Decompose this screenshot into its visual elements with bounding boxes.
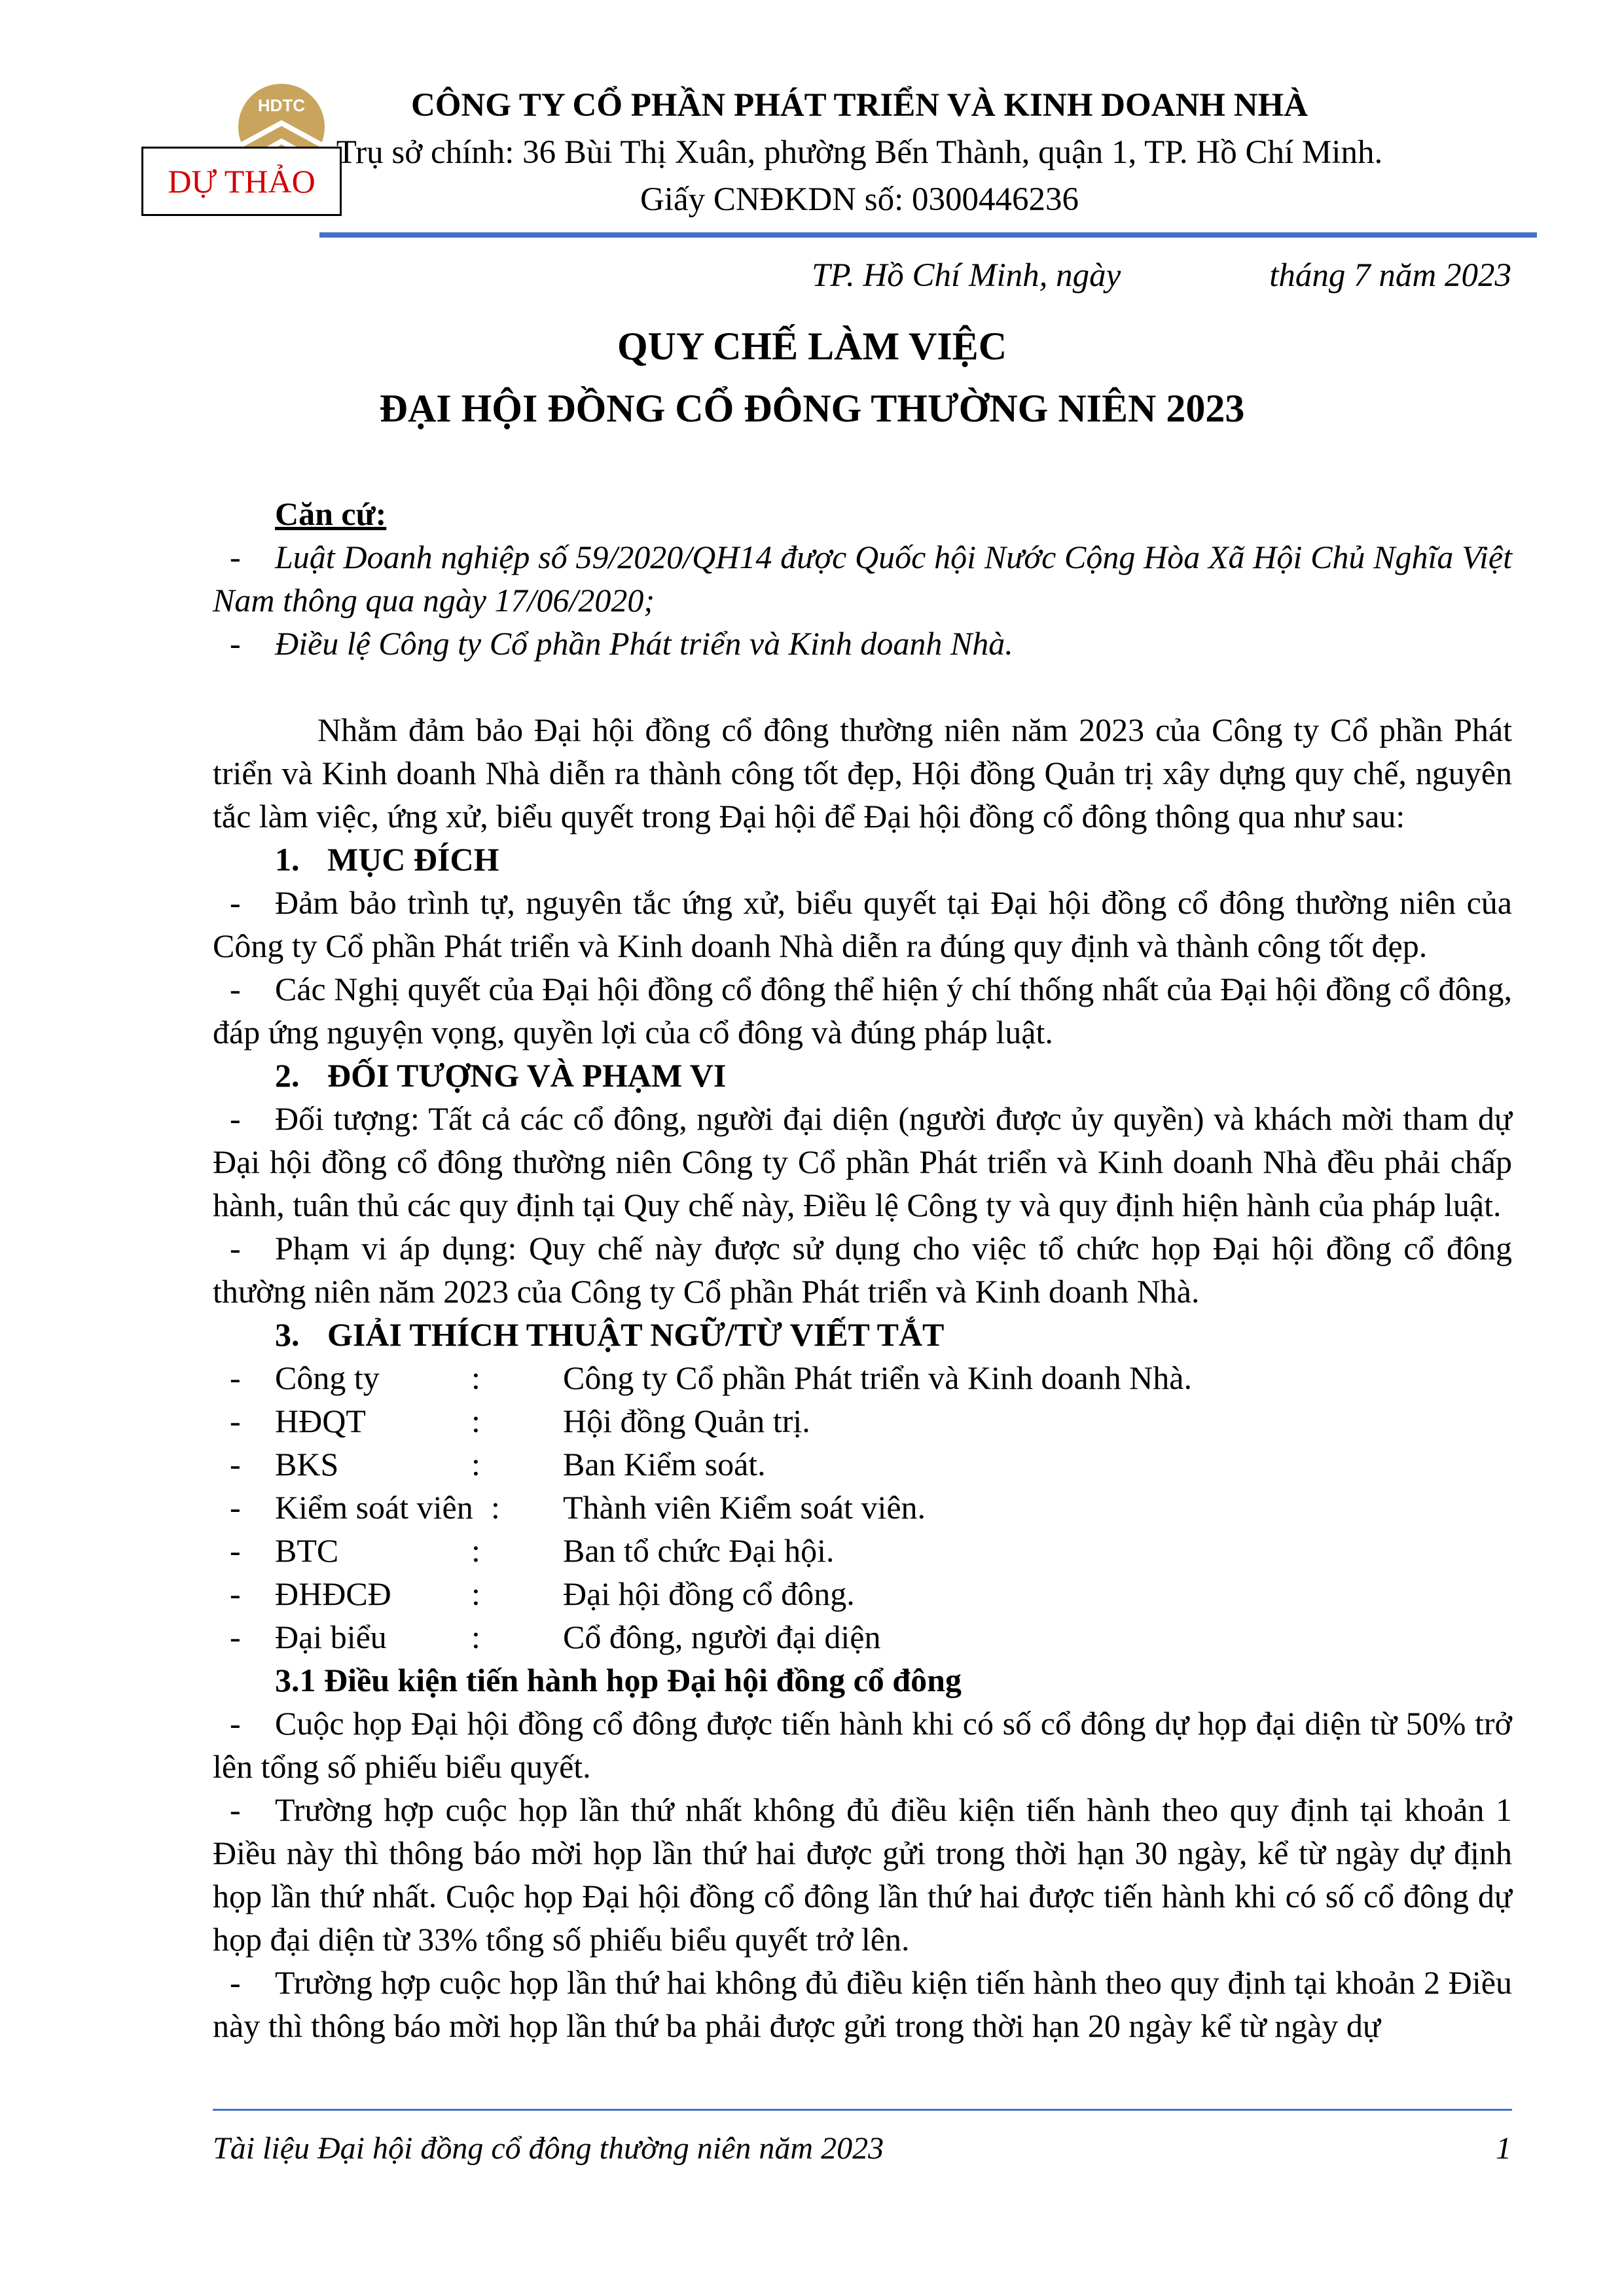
abbreviation-term: BKS: [275, 1446, 339, 1482]
abbreviation-row: - Kiểm soát viên : Thành viên Kiểm soát viên.: [213, 1486, 1512, 1529]
section1-item: - Đảm bảo trình tự, nguyên tắc ứng xử, biểu quyết tại Đại hội đồng cổ đông thường niên của Công ty Cổ phần Phát triển và Kinh doanh Nhà diễn ra đúng quy định và thành công tốt đẹp.: [213, 884, 1512, 964]
abbreviation-row: - Công ty : Công ty Cổ phần Phát triển và Kinh doanh Nhà.: [213, 1356, 1512, 1399]
abbreviation-meaning: Hội đồng Quản trị.: [563, 1403, 810, 1439]
draft-stamp: DỰ THẢO: [141, 147, 342, 216]
section-title: ĐỐI TƯỢNG VÀ PHẠM VI: [327, 1057, 727, 1094]
basis-item-text: Luật Doanh nghiệp số 59/2020/QH14 được Quốc hội Nước Cộng Hòa Xã Hội Chủ Nghĩa Việt Nam thông qua ngày 17/06/2020;: [213, 539, 1512, 619]
section-title: MỤC ĐÍCH: [327, 841, 499, 878]
section-heading-1: [213, 838, 1512, 881]
abbreviation-term: ĐHĐCĐ: [275, 1575, 391, 1612]
abbreviation-meaning: Ban Kiểm soát.: [563, 1446, 766, 1482]
basis-heading-text: Căn cứ:: [275, 495, 387, 532]
section-title: GIẢI THÍCH THUẬT NGỮ/TỪ VIẾT TẮT: [327, 1316, 945, 1353]
section1-item: - Các Nghị quyết của Đại hội đồng cổ đông thể hiện ý chí thống nhất của Đại hội đồng cổ đông, đáp ứng nguyện vọng, quyền lợi của cổ đông và đúng pháp luật.: [213, 971, 1512, 1050]
document-subtitle: ĐẠI HỘI ĐỒNG CỔ ĐÔNG THƯỜNG NIÊN 2023: [379, 387, 1245, 430]
abbreviation-meaning: Công ty Cổ phần Phát triển và Kinh doanh Nhà.: [563, 1359, 1192, 1396]
abbreviation-separator: :: [471, 1446, 480, 1482]
abbreviation-separator: :: [491, 1489, 500, 1526]
basis-item: - Điều lệ Công ty Cổ phần Phát triển và Kinh doanh Nhà.: [230, 625, 1013, 662]
abbreviation-meaning: Đại hội đồng cổ đông.: [563, 1575, 855, 1612]
subsection-item-text: Cuộc họp Đại hội đồng cổ đông được tiến hành khi có số cổ đông dự họp đại diện từ 50% trở lên tổng số phiếu biểu quyết.: [213, 1705, 1512, 1785]
subsection-item: - Cuộc họp Đại hội đồng cổ đông được tiến hành khi có số cổ đông dự họp đại diện từ 50% trở lên tổng số phiếu biểu quyết.: [213, 1705, 1512, 1785]
basis-heading: [213, 492, 1512, 535]
basis-item-text: Điều lệ Công ty Cổ phần Phát triển và Kinh doanh Nhà.: [275, 625, 1013, 662]
section2-item: - Phạm vi áp dụng: Quy chế này được sử dụng cho việc tổ chức họp Đại hội đồng cổ đông thường niên năm 2023 của Công ty Cổ phần Phát triển và Kinh doanh Nhà.: [213, 1230, 1512, 1310]
abbreviation-term: BTC: [275, 1532, 339, 1569]
subsection-item-text: Trường hợp cuộc họp lần thứ nhất không đủ điều kiện tiến hành theo quy định tại khoản 1 Điều này thì thông báo mời họp lần thứ hai được gửi trong thời hạn 30 ngày, kể từ ngày dự định họp lần thứ nhất. Cuộc họp Đại hội đồng cổ đông lần thứ hai được tiến hành khi có số cổ đông dự họp đại diện từ 33% tổng số phiếu biểu quyết trở lên.: [213, 1791, 1512, 1958]
header-divider: [319, 232, 1537, 238]
date-month-year: tháng 7 năm 2023: [1269, 257, 1511, 294]
abbreviation-separator: :: [471, 1359, 480, 1396]
logo-text: HDTC: [257, 96, 306, 115]
document-body: [213, 492, 1512, 2047]
footer-text: Tài liệu Đại hội đồng cổ đông thường niên năm 2023: [213, 2131, 884, 2166]
date-place-day: TP. Hồ Chí Minh, ngày: [812, 257, 1121, 294]
section-number: 1.: [275, 841, 300, 878]
abbreviation-row: - HĐQT : Hội đồng Quản trị.: [213, 1399, 1512, 1443]
business-license: Giấy CNĐKDN số: 0300446236: [640, 181, 1079, 218]
document-title: QUY CHẾ LÀM VIỆC: [617, 325, 1007, 368]
abbreviation-row: - ĐHĐCĐ : Đại hội đồng cổ đông.: [213, 1572, 1512, 1615]
abbreviation-term: Kiểm soát viên: [275, 1489, 473, 1526]
abbreviation-meaning: Thành viên Kiểm soát viên.: [563, 1489, 926, 1526]
page-number: 1: [1496, 2131, 1511, 2166]
abbreviation-term: Công ty: [275, 1359, 380, 1396]
abbreviation-row: - BTC : Ban tổ chức Đại hội.: [213, 1529, 1512, 1572]
section2-item: - Đối tượng: Tất cả các cổ đông, người đại diện (người được ủy quyền) và khách mời tham dự Đại hội đồng cổ đông thường niên Công ty Cổ phần Phát triển và Kinh doanh Nhà đều phải chấp hành, tuân thủ các quy định tại Quy chế này, Điều lệ Công ty và quy định hiện hành của pháp luật.: [213, 1100, 1512, 1223]
abbreviation-row: - BKS : Ban Kiểm soát.: [213, 1443, 1512, 1486]
abbreviation-meaning: Cổ đông, người đại diện: [563, 1619, 881, 1655]
abbreviation-separator: :: [471, 1532, 480, 1569]
subsection-item: - Trường hợp cuộc họp lần thứ nhất không đủ điều kiện tiến hành theo quy định tại khoản 1 Điều này thì thông báo mời họp lần thứ hai được gửi trong thời hạn 30 ngày, kể từ ngày dự định họp lần thứ nhất. Cuộc họp Đại hội đồng cổ đông lần thứ hai được tiến hành khi có số cổ đông dự họp đại diện từ 33% tổng số phiếu biểu quyết trở lên.: [213, 1791, 1512, 1958]
company-address: Trụ sở chính: 36 Bùi Thị Xuân, phường Bến Thành, quận 1, TP. Hồ Chí Minh.: [336, 134, 1383, 171]
abbreviation-row: - Đại biểu : Cổ đông, người đại diện: [213, 1615, 1512, 1659]
abbreviation-term: Đại biểu: [275, 1619, 387, 1655]
footer-divider: [213, 2109, 1512, 2111]
section-number: 2.: [275, 1057, 300, 1094]
abbreviation-separator: :: [471, 1575, 480, 1612]
section-heading-3: [213, 1313, 1512, 1356]
basis-item: - Luật Doanh nghiệp số 59/2020/QH14 được Quốc hội Nước Cộng Hòa Xã Hội Chủ Nghĩa Việt Nam thông qua ngày 17/06/2020;: [213, 539, 1512, 619]
abbreviation-separator: :: [471, 1619, 480, 1655]
subsection-item-text: Trường hợp cuộc họp lần thứ hai không đủ điều kiện tiến hành theo quy định tại khoản 2 Điều này thì thông báo mời họp lần thứ ba phải được gửi trong thời hạn 20 ngày kể từ ngày dự: [213, 1964, 1512, 2044]
company-name: CÔNG TY CỔ PHẦN PHÁT TRIỂN VÀ KINH DOANH NHÀ: [410, 87, 1308, 124]
section-number: 3.: [275, 1316, 300, 1353]
subsection-heading-3-1: 3.1 Điều kiện tiến hành họp Đại hội đồng cổ đông: [275, 1662, 962, 1698]
abbreviation-meaning: Ban tổ chức Đại hội.: [563, 1532, 835, 1569]
section2-item-text: Đối tượng: Tất cả các cổ đông, người đại diện (người được ủy quyền) và khách mời tham dự Đại hội đồng cổ đông thường niên Công ty Cổ phần Phát triển và Kinh doanh Nhà đều phải chấp hành, tuân thủ các quy định tại Quy chế này, Điều lệ Công ty và quy định hiện hành của pháp luật.: [213, 1100, 1512, 1223]
section1-item-text: Các Nghị quyết của Đại hội đồng cổ đông thể hiện ý chí thống nhất của Đại hội đồng cổ đông, đáp ứng nguyện vọng, quyền lợi của cổ đông và đúng pháp luật.: [213, 971, 1512, 1050]
section1-item-text: Đảm bảo trình tự, nguyên tắc ứng xử, biểu quyết tại Đại hội đồng cổ đông thường niên của Công ty Cổ phần Phát triển và Kinh doanh Nhà diễn ra đúng quy định và thành công tốt đẹp.: [213, 884, 1512, 964]
intro-paragraph: Nhằm đảm bảo Đại hội đồng cổ đông thường niên năm 2023 của Công ty Cổ phần Phát triển và Kinh doanh Nhà diễn ra thành công tốt đẹp, Hội đồng Quản trị xây dựng quy chế, nguyên tắc làm việc, ứng xử, biểu quyết trong Đại hội để Đại hội đồng cổ đông thông qua như sau:: [213, 711, 1512, 834]
abbreviation-separator: :: [471, 1403, 480, 1439]
section-heading-2: [213, 1054, 1512, 1097]
section2-item-text: Phạm vi áp dụng: Quy chế này được sử dụng cho việc tổ chức họp Đại hội đồng cổ đông thường niên năm 2023 của Công ty Cổ phần Phát triển và Kinh doanh Nhà.: [213, 1230, 1512, 1310]
subsection-item: - Trường hợp cuộc họp lần thứ hai không đủ điều kiện tiến hành theo quy định tại khoản 2 Điều này thì thông báo mời họp lần thứ ba phải được gửi trong thời hạn 20 ngày kể từ ngày dự: [213, 1964, 1512, 2044]
abbreviation-term: HĐQT: [275, 1403, 366, 1439]
